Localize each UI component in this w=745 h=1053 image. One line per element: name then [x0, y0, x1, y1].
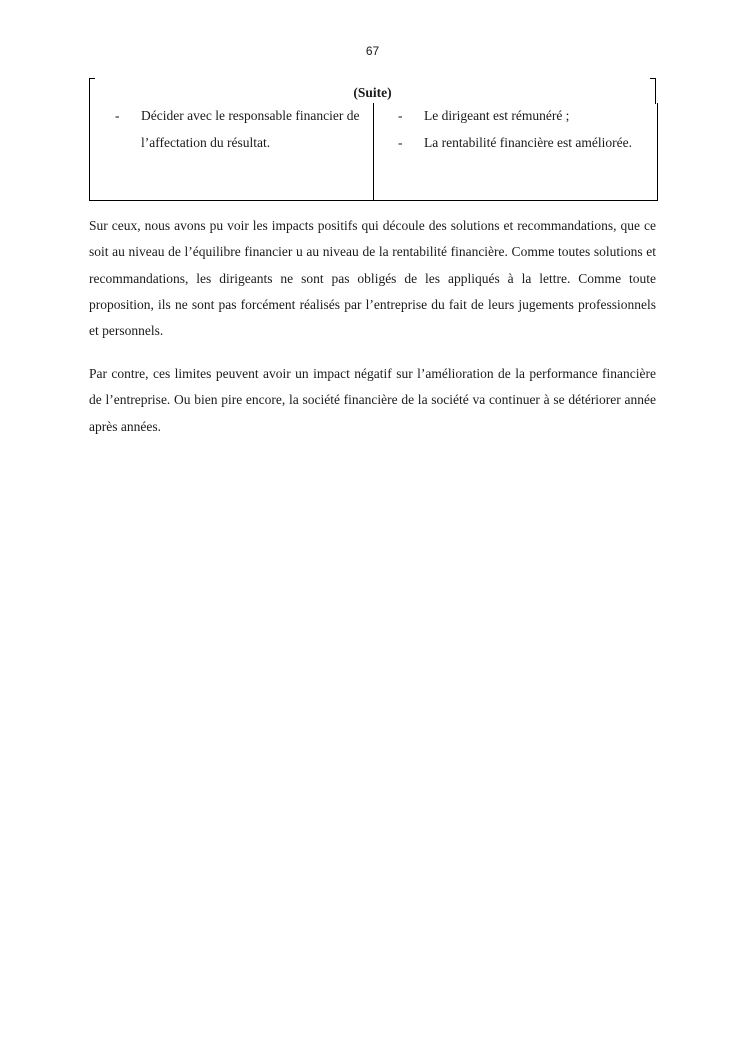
list-item	[115, 103, 367, 156]
body-paragraph: Par contre, ces limites peuvent avoir un impact négatif sur l’amélioration de la performance financière de l’entreprise. Ou bien pire encore, la société financière de la société va continuer à se détériorer année après années.	[89, 366, 656, 434]
table-body	[89, 103, 658, 201]
page-number: 67	[365, 44, 380, 58]
table-left-column	[115, 103, 367, 156]
table-right-column	[398, 103, 652, 156]
dash-bullet-icon: -	[398, 108, 403, 123]
dash-bullet-icon: -	[398, 134, 403, 150]
table-top-left-corner	[89, 78, 95, 79]
column-divider	[373, 103, 374, 200]
list-item	[398, 130, 652, 157]
body-paragraph: Sur ceux, nous avons pu voir les impacts positifs qui découle des solutions et recommandations, que ce soit au niveau de l’équilibre financier u au niveau de la rentabilité financière. Comme toutes solutions et recommandations, les dirigeants ne sont pas obligés de les appliqués à la lettre. Comme toute proposition, ils ne sont pas forcément réalisés par l’entreprise du fait de leurs jugements professionnels et personnels.	[89, 218, 656, 339]
list-item	[398, 103, 652, 130]
list-item-text: La rentabilité financière est améliorée.	[424, 134, 633, 150]
table-continuation-caption: (Suite)	[353, 85, 392, 100]
table-top-right-corner	[650, 78, 656, 79]
list-item-text: Le dirigeant est rémunéré ;	[424, 108, 570, 123]
list-item-text: Décider avec le responsable financier de l’affectation du résultat.	[141, 108, 360, 150]
continued-table	[89, 78, 656, 201]
dash-bullet-icon: -	[115, 108, 120, 123]
